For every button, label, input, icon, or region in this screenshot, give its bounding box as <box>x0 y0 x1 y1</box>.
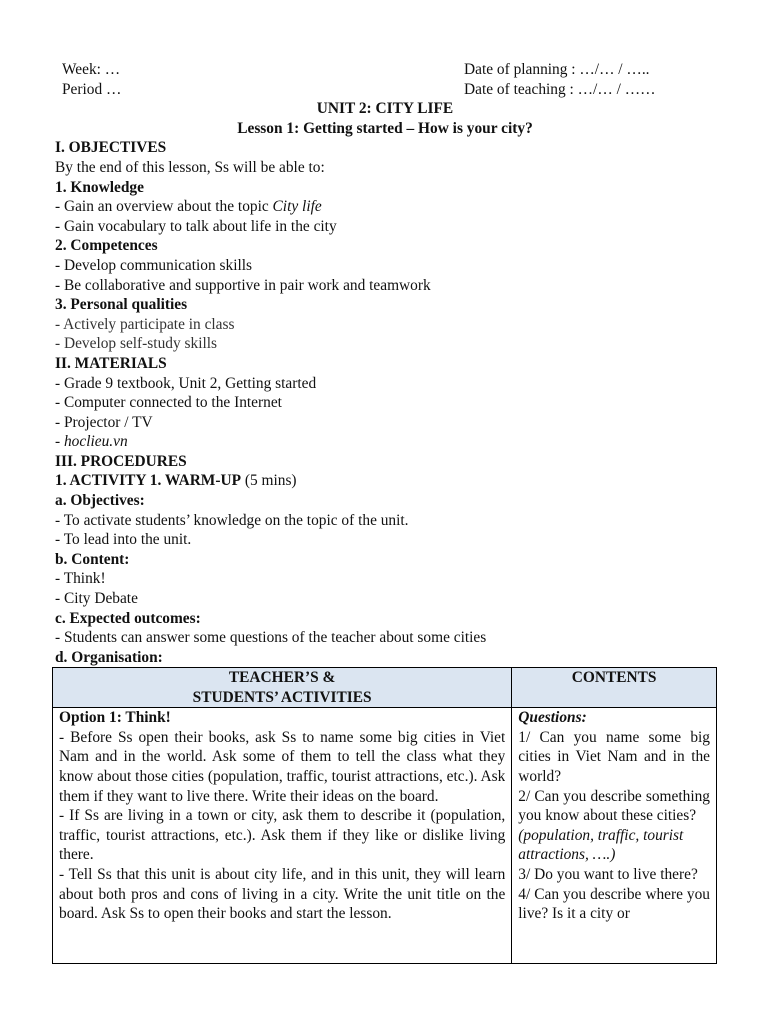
question-2: 2/ Can you describe something you know about these cities? <box>518 787 710 825</box>
activity-heading <box>55 471 715 491</box>
objectives-intro: By the end of this lesson, Ss will be able to: <box>55 158 325 176</box>
competences-item-1: - Develop communication skills <box>55 256 253 274</box>
materials-website: hoclieu.vn <box>63 433 128 451</box>
content-item-1: - Think! <box>55 570 106 588</box>
qualities-item-2: - Develop self-study skills <box>55 335 218 353</box>
question-4: 4/ Can you describe where you live? Is it a city or <box>518 885 710 923</box>
materials-item-4-prefix: - <box>55 433 64 451</box>
contents-header-label: CONTENTS <box>571 669 657 686</box>
procedures-heading: III. PROCEDURES <box>55 452 187 470</box>
materials-item-2: - Computer connected to the Internet <box>55 394 282 412</box>
outcomes-item-1: - Students can answer some questions of the teacher about some cities <box>55 629 487 647</box>
outcomes-heading: c. Expected outcomes: <box>55 609 201 627</box>
activities-column-header <box>53 668 512 708</box>
activity-paragraph-2: - If Ss are living in a town or city, ask them to describe it (population, traffic, tourist attractions, etc.). Ask them if they like or dislike living there. <box>59 807 506 864</box>
content-heading: b. Content: <box>55 550 130 568</box>
qualities-heading: 3. Personal qualities <box>55 296 188 314</box>
date-of-planning-field: Date of planning : …/… / ….. <box>464 61 650 78</box>
question-2-hint: (population, traffic, tourist attractions, ….) <box>518 826 684 864</box>
activity-objectives-item-2: - To lead into the unit. <box>55 531 192 549</box>
knowledge-item-1-text: - Gain an overview about the topic <box>55 198 273 216</box>
activity-table <box>52 667 717 964</box>
lesson-title: Lesson 1: Getting started – How is your city? <box>237 119 533 137</box>
competences-heading: 2. Competences <box>55 237 158 255</box>
lesson-plan-page <box>55 60 715 667</box>
activity-paragraph-3: - Tell Ss that this unit is about city life, and in this unit, they will learn about both pros and cons of living in a city. Write the unit title on the board. Ask Ss to open their books and start the lesson. <box>59 865 506 923</box>
objectives-heading: I. OBJECTIVES <box>55 139 167 157</box>
materials-item-1: - Grade 9 textbook, Unit 2, Getting started <box>55 374 317 392</box>
materials-heading: II. MATERIALS <box>55 354 167 372</box>
option-heading: Option 1: Think! <box>59 709 171 727</box>
header-row-1 <box>55 60 715 80</box>
week-field: Week: … <box>62 61 121 78</box>
activities-cell <box>53 708 512 964</box>
activity-objectives-heading: a. Objectives: <box>55 492 145 510</box>
knowledge-item-1 <box>55 197 715 217</box>
qualities-item-1: - Actively participate in class <box>55 315 235 333</box>
contents-cell <box>512 708 717 964</box>
materials-item-3: - Projector / TV <box>55 413 153 431</box>
header-row-2 <box>55 80 715 100</box>
knowledge-topic: City life <box>272 198 322 216</box>
question-1: 1/ Can you name some big cities in Viet Nam and in the world? <box>518 728 710 785</box>
activity-paragraph-1: - Before Ss open their books, ask Ss to name some big cities in Viet Nam and in the world. Ask some of them to tell the class what they know about those cities (population, traffic, tourist attractions, etc.). Ask them if they want to live there. Write their ideas on the board. <box>59 728 506 805</box>
unit-title: UNIT 2: CITY LIFE <box>316 100 454 118</box>
materials-item-4 <box>55 432 715 452</box>
question-3: 3/ Do you want to live there? <box>518 865 698 883</box>
table-row <box>53 708 717 964</box>
activity-objectives-item-1: - To activate students’ knowledge on the topic of the unit. <box>55 511 409 529</box>
period-field: Period … <box>62 80 122 98</box>
questions-heading: Questions: <box>518 709 587 727</box>
content-item-2: - City Debate <box>55 590 138 608</box>
contents-column-header <box>512 668 717 708</box>
activities-header-line-2: STUDENTS’ ACTIVITIES <box>192 688 372 706</box>
organisation-heading: d. Organisation: <box>55 648 163 666</box>
activity-title: 1. ACTIVITY 1. WARM-UP <box>55 472 241 490</box>
knowledge-heading: 1. Knowledge <box>55 178 144 196</box>
activity-time: (5 mins) <box>240 472 297 490</box>
knowledge-item-2: - Gain vocabulary to talk about life in the city <box>55 217 337 235</box>
table-header-row <box>53 668 717 708</box>
date-of-teaching-field: Date of teaching : …/… / …… <box>464 80 656 98</box>
competences-item-2: - Be collaborative and supportive in pair work and teamwork <box>55 276 431 294</box>
activities-header-line-1: TEACHER’S & <box>228 669 336 686</box>
